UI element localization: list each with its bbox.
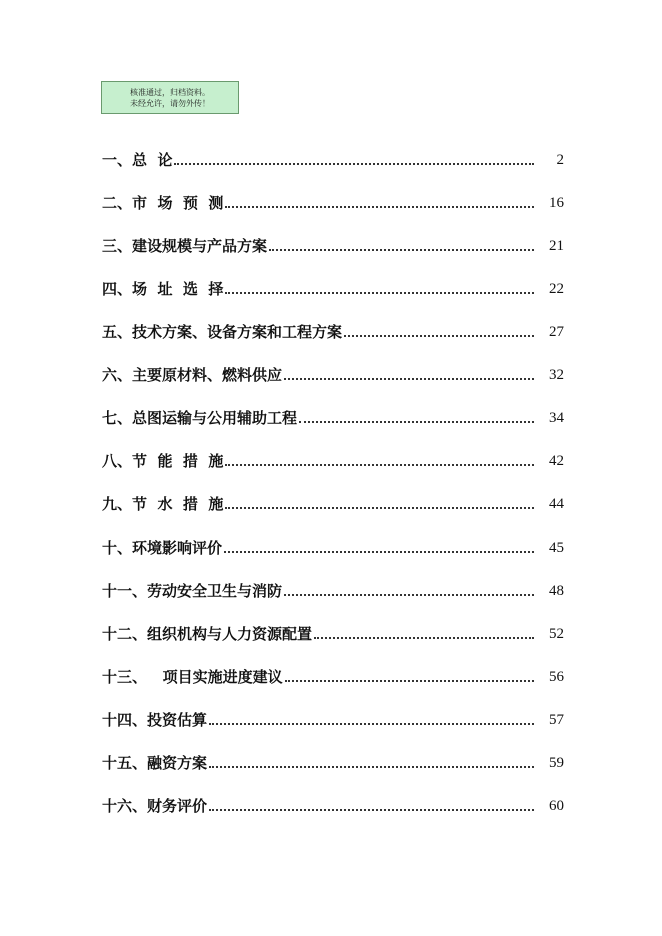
toc-leader-dots xyxy=(174,162,534,165)
toc-entry-page: 34 xyxy=(549,410,564,426)
toc-leader-dots xyxy=(209,808,534,811)
toc-entry-title: 七、总图运输与公用辅助工程 xyxy=(102,409,298,427)
toc-entry-10[interactable] xyxy=(102,534,564,558)
toc-entry-page: 48 xyxy=(549,583,564,599)
toc-entry-11[interactable] xyxy=(102,577,564,601)
stamp-line-1: 核准通过，归档资料。 xyxy=(130,87,210,97)
toc-entry-5[interactable] xyxy=(102,318,564,342)
toc-entry-title: 十一、劳动安全卫生与消防 xyxy=(102,582,283,600)
toc-entry-page: 59 xyxy=(549,755,564,771)
toc-entry-title: 一、总 论 xyxy=(102,151,173,169)
toc-entry-15[interactable] xyxy=(102,749,564,773)
toc-entry-page: 56 xyxy=(549,669,564,685)
toc-leader-dots xyxy=(269,248,534,251)
toc-leader-dots xyxy=(284,593,534,596)
toc-entry-title: 八、节 能 措 施 xyxy=(102,452,224,470)
toc-leader-dots xyxy=(314,636,534,639)
toc-entry-page: 22 xyxy=(549,281,564,297)
toc-entry-2[interactable] xyxy=(102,189,564,213)
toc-entry-8[interactable] xyxy=(102,447,564,471)
toc-entry-title: 十六、财务评价 xyxy=(102,797,208,815)
toc-entry-7[interactable] xyxy=(102,404,564,428)
toc-leader-dots xyxy=(284,377,534,380)
approval-stamp xyxy=(101,81,239,114)
toc-leader-dots xyxy=(225,291,534,294)
toc-leader-dots xyxy=(344,334,534,337)
toc-entry-page: 57 xyxy=(549,712,564,728)
toc-entry-title: 十二、组织机构与人力资源配置 xyxy=(102,625,313,643)
toc-entry-9[interactable] xyxy=(102,490,564,514)
toc-entry-12[interactable] xyxy=(102,620,564,644)
toc-entry-title: 四、场 址 选 择 xyxy=(102,280,224,298)
toc-entry-page: 60 xyxy=(549,798,564,814)
toc-entry-page: 32 xyxy=(549,367,564,383)
toc-entry-page: 27 xyxy=(549,324,564,340)
toc-entry-3[interactable] xyxy=(102,232,564,256)
stamp-line-2: 未经允许，请勿外传！ xyxy=(130,98,210,108)
toc-leader-dots xyxy=(225,463,534,466)
toc-entry-page: 16 xyxy=(549,195,564,211)
toc-entry-page: 2 xyxy=(556,152,564,168)
toc-entry-13[interactable] xyxy=(102,663,564,687)
toc-entry-title: 十三、 项目实施进度建议 xyxy=(102,668,283,686)
toc-entry-page: 52 xyxy=(549,626,564,642)
toc-leader-dots xyxy=(224,550,534,553)
toc-entry-title: 五、技术方案、设备方案和工程方案 xyxy=(102,323,343,341)
toc-leader-dots xyxy=(209,765,534,768)
toc-entry-title: 十五、融资方案 xyxy=(102,754,208,772)
toc-entry-title: 九、节 水 措 施 xyxy=(102,495,224,513)
toc-leader-dots xyxy=(209,722,534,725)
toc-entry-14[interactable] xyxy=(102,706,564,730)
toc-entry-1[interactable] xyxy=(102,146,564,170)
toc-entry-4[interactable] xyxy=(102,275,564,299)
toc-entry-title: 十四、投资估算 xyxy=(102,711,208,729)
toc-entry-page: 45 xyxy=(549,540,564,556)
toc-entry-page: 44 xyxy=(549,496,564,512)
toc-entry-title: 十、环境影响评价 xyxy=(102,539,223,557)
toc-leader-dots xyxy=(225,205,534,208)
toc-entry-title: 二、市 场 预 测 xyxy=(102,194,224,212)
toc-entry-title: 三、建设规模与产品方案 xyxy=(102,237,268,255)
toc-leader-dots xyxy=(225,506,534,509)
toc-entry-page: 42 xyxy=(549,453,564,469)
toc-entry-page: 21 xyxy=(549,238,564,254)
toc-entry-16[interactable] xyxy=(102,792,564,816)
toc-entry-title: 六、主要原材料、燃料供应 xyxy=(102,366,283,384)
toc-leader-dots xyxy=(285,679,534,682)
toc-leader-dots xyxy=(299,420,534,423)
toc-entry-6[interactable] xyxy=(102,361,564,385)
